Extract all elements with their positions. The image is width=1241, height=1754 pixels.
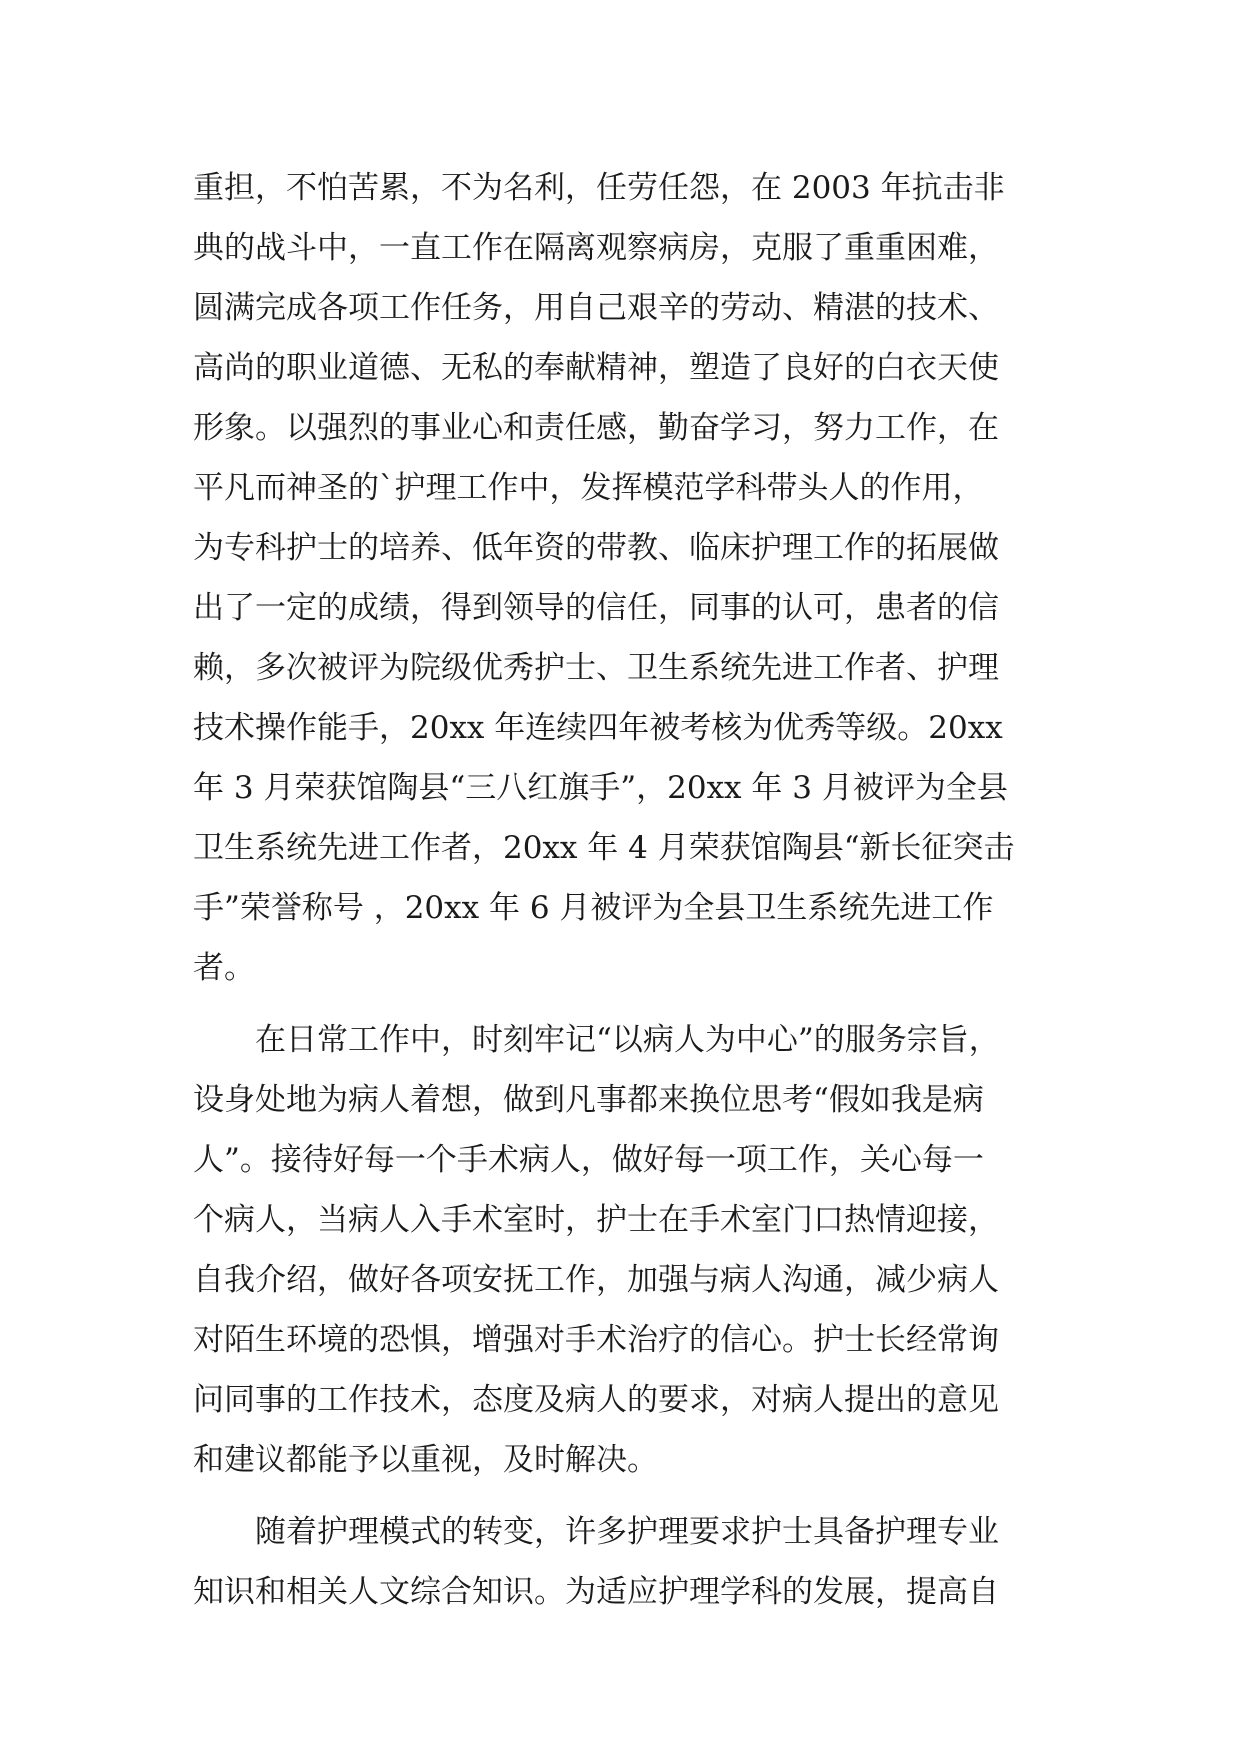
text-line: 自我介绍，做好各项安抚工作，加强与病人沟通，减少病人 <box>193 1262 999 1298</box>
paragraph-3 <box>193 1502 1053 1622</box>
text-line: 者。 <box>193 950 255 986</box>
text-line: 设身处地为病人着想，做到凡事都来换位思考“假如我是病 <box>193 1082 984 1118</box>
text-line: 对陌生环境的恐惧，增强对手术治疗的信心。护士长经常询 <box>193 1322 999 1358</box>
paragraph-1 <box>193 158 1053 998</box>
text-line: 典的战斗中，一直工作在隔离观察病房，克服了重重困难， <box>193 230 999 266</box>
text-line: 和建议都能予以重视，及时解决。 <box>193 1442 658 1478</box>
text-line: 问同事的工作技术，态度及病人的要求，对病人提出的意见 <box>193 1382 999 1418</box>
text-line: 赖，多次被评为院级优秀护士、卫生系统先进工作者、护理 <box>193 650 999 686</box>
paragraph-spacer <box>193 998 1053 1010</box>
text-line: 技术操作能手，20xx 年连续四年被考核为优秀等级。20xx <box>193 710 1003 746</box>
text-line: 高尚的职业道德、无私的奉献精神，塑造了良好的白衣天使 <box>193 350 999 386</box>
text-line: 年 3 月荣获馆陶县“三八红旗手”，20xx 年 3 月被评为全县 <box>193 770 1008 806</box>
paragraph-spacer <box>193 1490 1053 1502</box>
text-line: 在日常工作中，时刻牢记“以病人为中心”的服务宗旨， <box>193 1022 1000 1058</box>
text-line: 形象。以强烈的事业心和责任感，勤奋学习，努力工作，在 <box>193 410 999 446</box>
text-line: 出了一定的成绩，得到领导的信任，同事的认可，患者的信 <box>193 590 999 626</box>
text-line: 为专科护士的培养、低年资的带教、临床护理工作的拓展做 <box>193 530 999 566</box>
text-line: 卫生系统先进工作者，20xx 年 4 月荣获馆陶县“新长征突击 <box>193 830 1015 866</box>
text-line: 知识和相关人文综合知识。为适应护理学科的发展，提高自 <box>193 1574 999 1610</box>
text-line: 手”荣誉称号 ，20xx 年 6 月被评为全县卫生系统先进工作 <box>193 890 994 926</box>
text-line: 平凡而神圣的`护理工作中，发挥模范学科带头人的作用， <box>193 470 984 506</box>
text-line: 个病人，当病人入手术室时，护士在手术室门口热情迎接， <box>193 1202 999 1238</box>
text-line: 圆满完成各项工作任务，用自己艰辛的劳动、精湛的技术、 <box>193 290 999 326</box>
text-line: 重担，不怕苦累，不为名利，任劳任怨，在 2003 年抗击非 <box>193 170 1005 206</box>
text-line: 人”。接待好每一个手术病人，做好每一项工作，关心每一 <box>193 1142 984 1178</box>
text-line: 随着护理模式的转变，许多护理要求护士具备护理专业 <box>193 1514 999 1550</box>
document-body <box>193 158 1053 1622</box>
paragraph-2 <box>193 1010 1053 1490</box>
